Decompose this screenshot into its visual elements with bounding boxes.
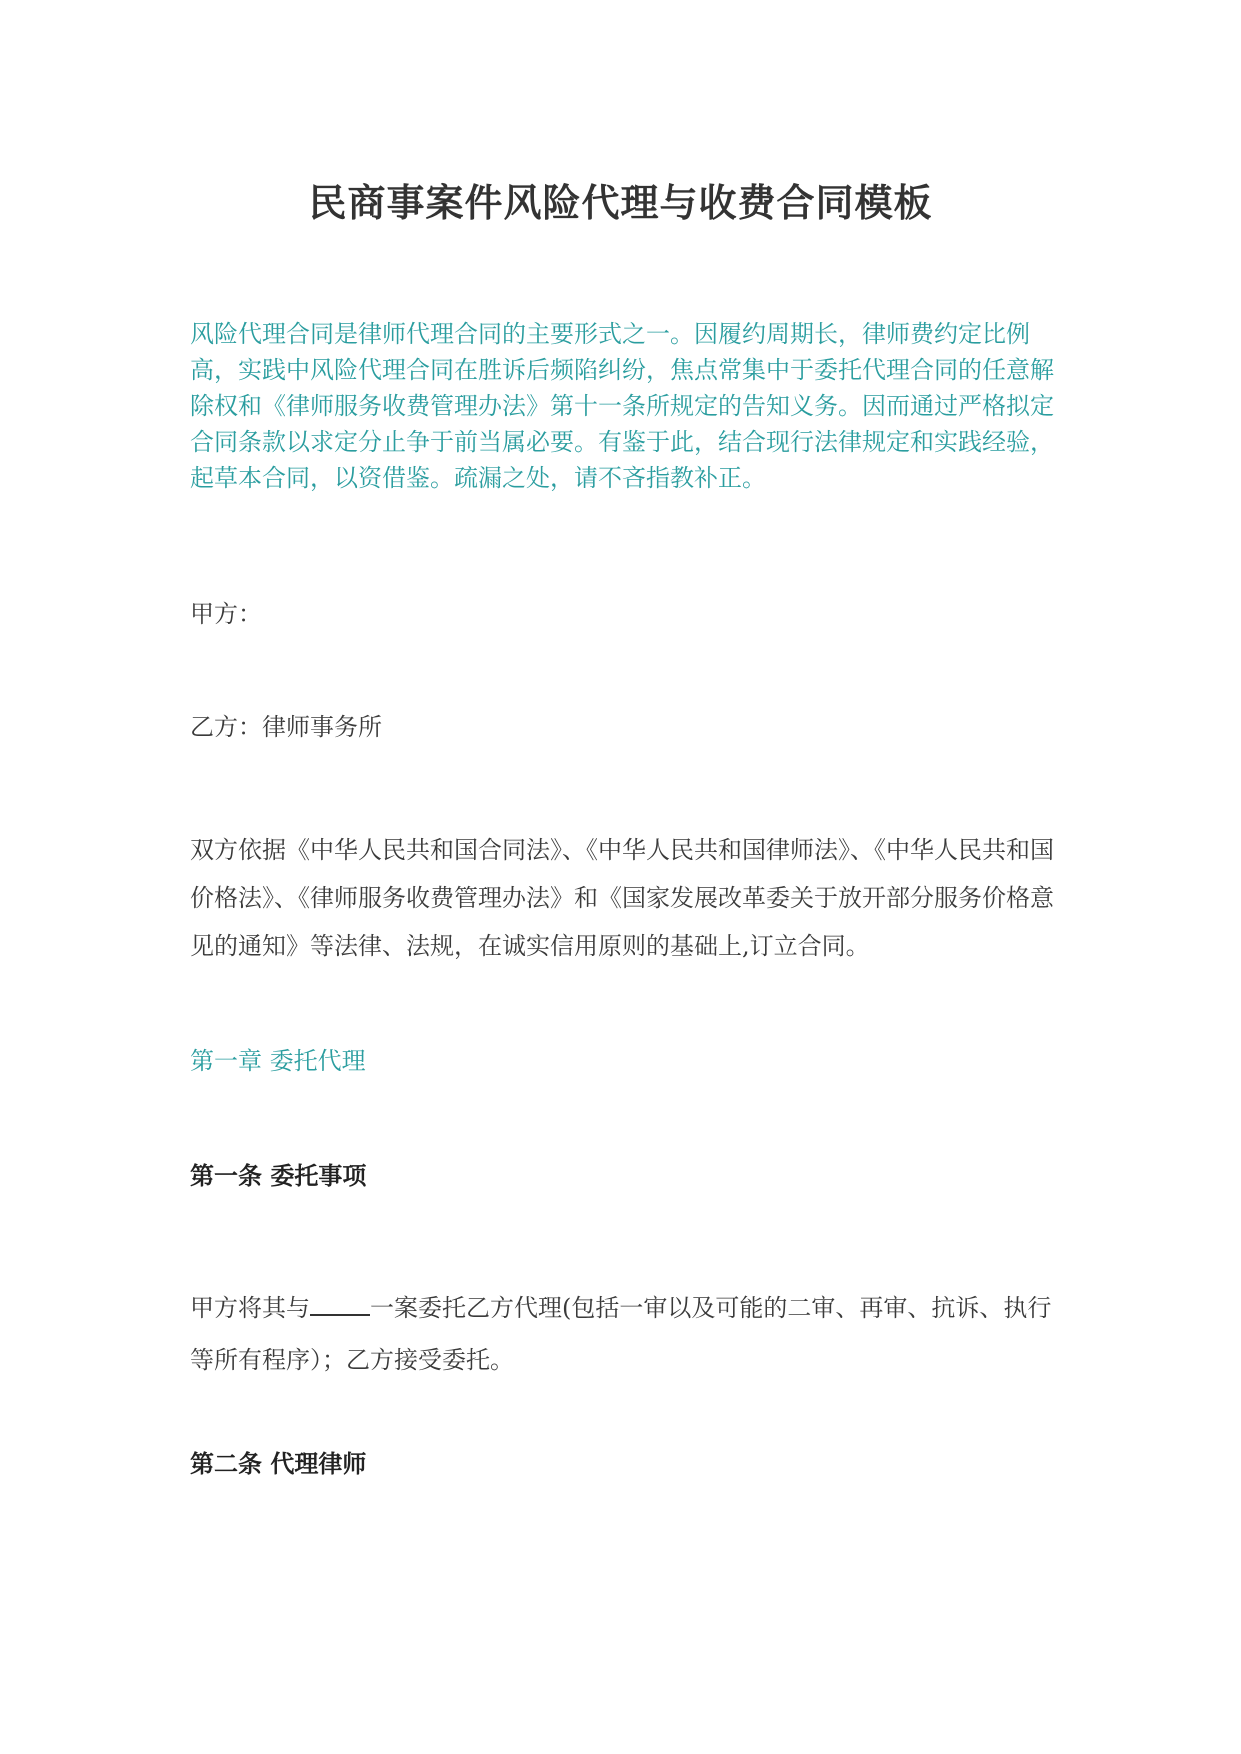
legal-basis-paragraph: 双方依据《中华人民共和国合同法》、《中华人民共和国律师法》、《中华人民共和国价格法》、《律师服务收费管理办法》和《国家发展改革委关于放开部分服务价格意见的通知》等法律、法规，在诚实信用原则的基础上,订立合同。	[190, 836, 1054, 960]
party-a-line: 甲方：	[190, 600, 262, 628]
article-2-heading: 第二条 代理律师	[190, 1449, 367, 1478]
article-1-text-before-blank: 甲方将其与	[190, 1294, 310, 1322]
article-1-heading: 第一条 委托事项	[190, 1161, 367, 1190]
article-1-body	[190, 1282, 1060, 1386]
chapter-heading: 第一章 委托代理	[190, 1047, 366, 1075]
party-b-line: 乙方：律师事务所	[190, 713, 382, 741]
fill-in-blank	[310, 1292, 370, 1316]
document-title: 民商事案件风险代理与收费合同模板	[308, 180, 933, 225]
intro-paragraph: 风险代理合同是律师代理合同的主要形式之一。因履约周期长，律师费约定比例高，实践中风险代理合同在胜诉后频陷纠纷，焦点常集中于委托代理合同的任意解除权和《律师服务收费管理办法》第十一条所规定的告知义务。因而通过严格拟定合同条款以求定分止争于前当属必要。有鉴于此，结合现行法律规定和实践经验，起草本合同，以资借鉴。疏漏之处，请不吝指教补正。	[190, 320, 1054, 492]
article-1-text-after-blank: 一案委托乙方代理(包括一审以及可能的二审、再审、抗诉、执行等所有程序）；乙方接受委托。	[190, 1294, 1052, 1374]
